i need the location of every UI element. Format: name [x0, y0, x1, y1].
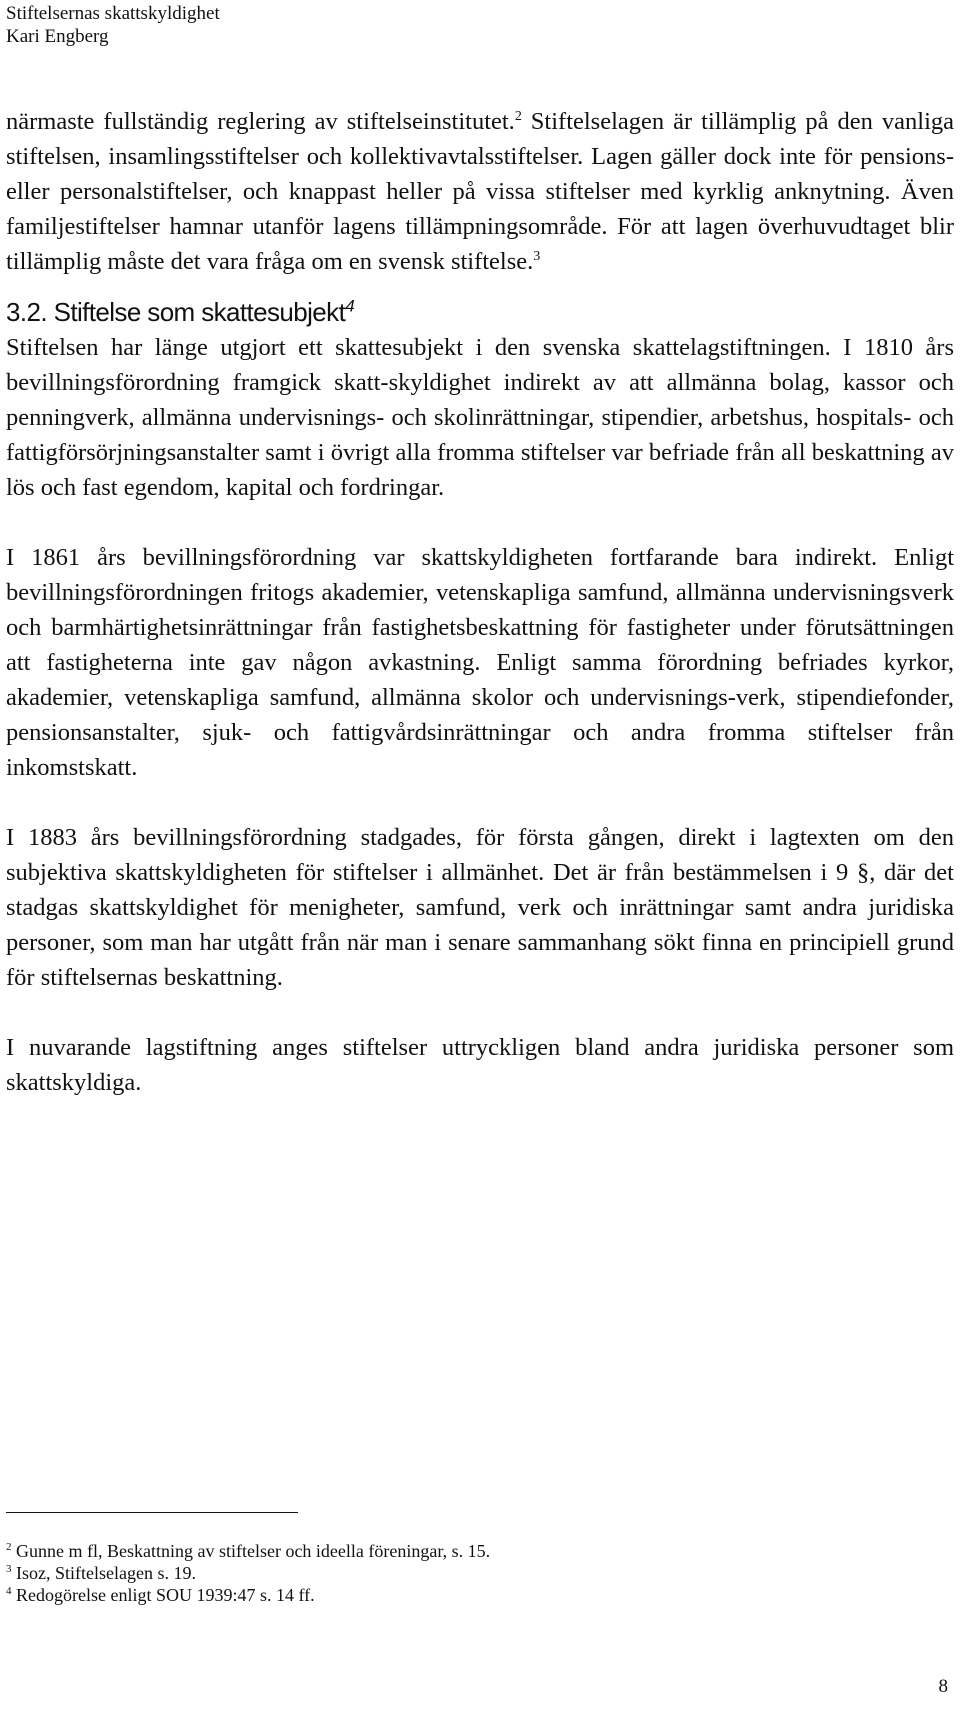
- footnote-number: 3: [6, 1563, 12, 1575]
- header-title: Stiftelsernas skattskyldighet: [6, 3, 220, 24]
- footnote-ref-3[interactable]: 3: [533, 248, 541, 264]
- page-body: [6, 104, 954, 1100]
- intro-paragraph: [6, 104, 954, 279]
- paragraph-4: I nuvarande lagstiftning anges stiftelser uttryckligen bland andra juridiska personer som skattskyldiga.: [6, 1034, 954, 1096]
- intro-text-b: Stiftelselagen är tillämplig på den vanliga stiftelsen, insamlingsstiftelser och kollektivavtalsstiftelser. Lagen gäller dock inte för pensions- eller personalstiftelser, och knappast heller på vissa stiftelser med kyrklig anknytning. Även familjestiftelser hamnar utanför lagens tillämpningsområde. För att lagen överhuvudtaget blir tillämplig måste det vara fråga om en svensk stiftelse.: [6, 108, 954, 275]
- footnote-text: Gunne m fl, Beskattning av stiftelser och ideella föreningar, s. 15.: [16, 1541, 491, 1561]
- footnote-number: 2: [6, 1541, 12, 1553]
- footnotes: [6, 1540, 490, 1606]
- paragraph-3: I 1883 års bevillningsförordning stadgades, för första gången, direkt i lagtexten om den subjektiva skattskyldigheten för stiftelser i allmänhet. Det är från bestämmelsen i 9 §, där det stadgas skattskyldighet för menigheter, samfund, verk och inrättningar samt andra juridiska personer, som man har utgått från när man i senare sammanhang sökt finna en principiell grund för stiftelsernas beskattning.: [6, 824, 954, 991]
- page-number: 8: [938, 1676, 948, 1697]
- footnote-ref-2[interactable]: 2: [514, 108, 522, 124]
- paragraph-2: I 1861 års bevillningsförordning var skattskyldigheten fortfarande bara indirekt. Enligt bevillningsförordningen fritogs akademier, vetenskapliga samfund, allmänna undervisningsverk och barmhärtighetsinrättningar från fastighetsbeskattning för fastigheter under förutsättningen att fastigheterna inte gav någon avkastning. Enligt samma förordning befriades kyrkor, akademier, vetenskapliga samfund, allmänna skolor och undervisnings-verk, stipendiefonder, pensionsanstalter, sjuk- och fattigvårdsinrättningar och andra fromma stiftelser från inkomstskatt.: [6, 544, 954, 781]
- section-heading-text: 3.2. Stiftelse som skattesubjekt: [6, 297, 346, 327]
- footnote-item: [6, 1540, 490, 1562]
- footnote-item: [6, 1584, 490, 1606]
- footnote-number: 4: [6, 1585, 12, 1597]
- paragraph-1: Stiftelsen har länge utgjort ett skattesubjekt i den svenska skattelagstiftningen. I 1810 års bevillningsförordning framgick skatt-skyldighet indirekt av att allmänna bolag, kassor och penningverk, allmänna undervisnings- och skolinrättningar, stipendier, arbetshus, hospitals- och fattigförsörjningsanstalter samt i övrigt alla fromma stiftelser var befriade från all beskattning av lös och fast egendom, kapital och fordringar.: [6, 334, 954, 501]
- footnote-divider: [6, 1512, 298, 1513]
- footnote-ref-4[interactable]: 4: [345, 296, 355, 316]
- footnote-item: [6, 1562, 490, 1584]
- section-heading: [6, 295, 954, 330]
- footnote-text: Isoz, Stiftelselagen s. 19.: [16, 1563, 196, 1583]
- intro-text-a: närmaste fullständig reglering av stiftelseinstitutet.: [6, 108, 515, 135]
- running-header: [6, 2, 220, 48]
- footnote-text: Redogörelse enligt SOU 1939:47 s. 14 ff.: [16, 1585, 315, 1605]
- header-author: Kari Engberg: [6, 26, 109, 47]
